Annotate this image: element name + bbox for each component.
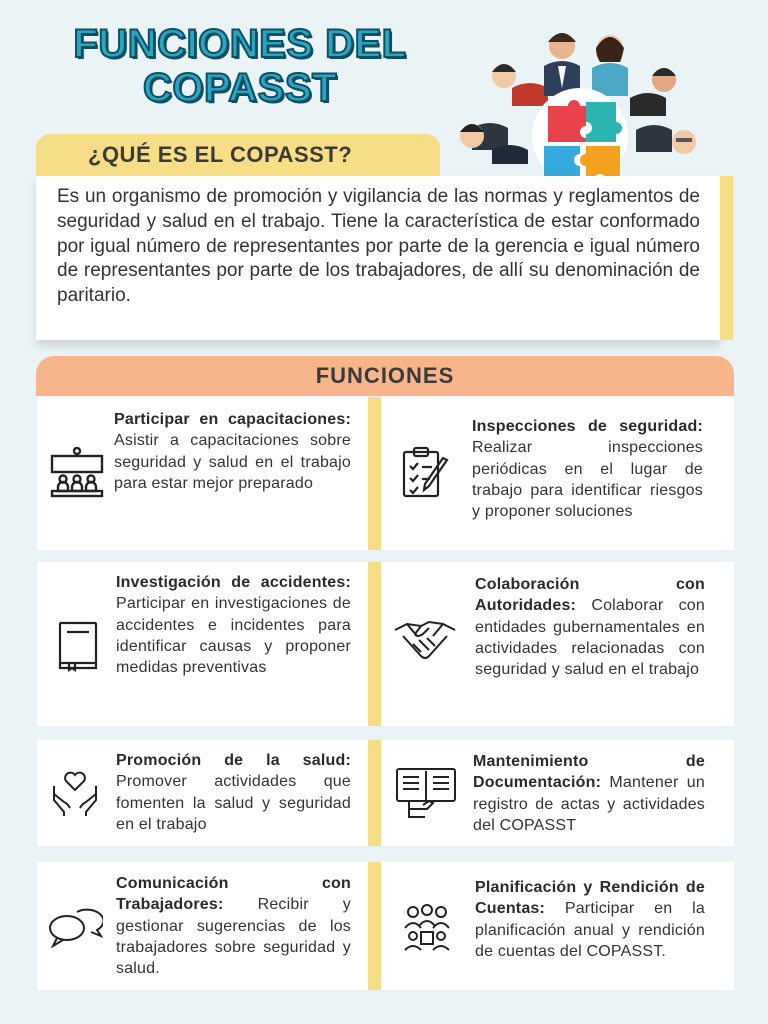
title-line-1: FUNCIONES DEL [73,22,407,66]
person-top [544,33,580,96]
function-desc: Promover actividades que fomenten la salud y seguridad en el trabajo [116,773,351,833]
intro-text: Es un organismo de promoción y vigilancia de las normas y reglamentos de seguridad y salud en el trabajo. Tiene la característica de estar conformado por igual número de representantes por parte de la gerencia e igual número de representantes por parte de los trabajadores, de allí su denominación de paritario. [57,186,700,307]
person-top-left [492,64,548,106]
function-text [116,572,351,678]
person-right [630,68,676,116]
function-text [472,416,703,522]
functions-banner [36,356,734,396]
card-accent-bar [368,740,381,846]
book-icon [57,620,99,672]
function-desc: Participar en la planificación anual y rendición de cuentas del COPASST. [475,900,705,960]
training-icon [48,447,106,499]
functions-heading: FUNCIONES [315,363,455,388]
function-card [37,862,381,990]
function-title: Investigación de accidentes: [116,574,351,591]
team-puzzle-illustration [452,18,708,190]
function-text [473,751,705,836]
function-desc: Mantener un registro de actas y actividades del COPASST [473,774,705,834]
person-left [460,123,508,150]
intro-accent-bar [720,176,733,340]
heart-hands-icon [51,766,99,818]
function-text [116,750,351,835]
function-card [381,740,734,846]
chat-bubbles-icon [47,904,103,948]
function-desc: Asistir a capacitaciones sobre seguridad y salud en el trabajo para estar mejor preparado [114,432,351,492]
function-title: Colaboración con Autoridades: [475,576,705,615]
function-title: Inspecciones de seguridad: [472,418,703,435]
person-far-right [636,125,696,154]
function-title: Planificación y Rendición de Cuentas: [475,879,705,918]
function-desc: Realizar inspecciones periódicas en el lugar de trabajo para identificar riesgos y proponer soluciones [472,439,703,521]
page-title [30,22,450,110]
function-title: Participar en capacitaciones: [114,411,351,428]
function-desc: Participar en investigaciones de accidentes e incidentes para identificar causas y proponer medidas preventivas [116,595,351,677]
card-accent-bar [368,397,381,550]
function-card [37,740,381,846]
function-card [381,397,734,550]
handshake-icon [393,618,457,666]
function-text [475,877,705,962]
function-text [116,873,351,979]
person-top-right [592,35,628,96]
function-text [114,409,351,494]
function-title: Comunicación con Trabajadores: [116,875,351,914]
clipboard-icon [401,446,451,500]
intro-box [36,176,720,340]
team-icon [401,902,453,952]
function-card [381,862,734,990]
function-desc: Recibir y gestionar sugerencias de los trabajadores sobre seguridad y salud. [116,896,351,978]
function-card [37,397,381,550]
card-accent-bar [368,862,381,990]
card-accent-bar [368,562,381,726]
function-card [381,562,734,726]
function-title: Promoción de la salud: [116,752,351,769]
document-hand-icon [395,765,457,821]
what-is-banner [36,134,440,176]
what-is-heading: ¿QUÉ ES EL COPASST? [88,142,353,167]
person-bottom-left [492,145,528,164]
function-card [37,562,381,726]
function-text [475,574,705,680]
function-desc: Colaborar con entidades gubernamentales en actividades relacionadas con seguridad y salud en el trabajo [475,597,705,679]
title-line-2: COPASST [143,66,337,110]
function-title: Mantenimiento de Documentación: [473,753,705,792]
